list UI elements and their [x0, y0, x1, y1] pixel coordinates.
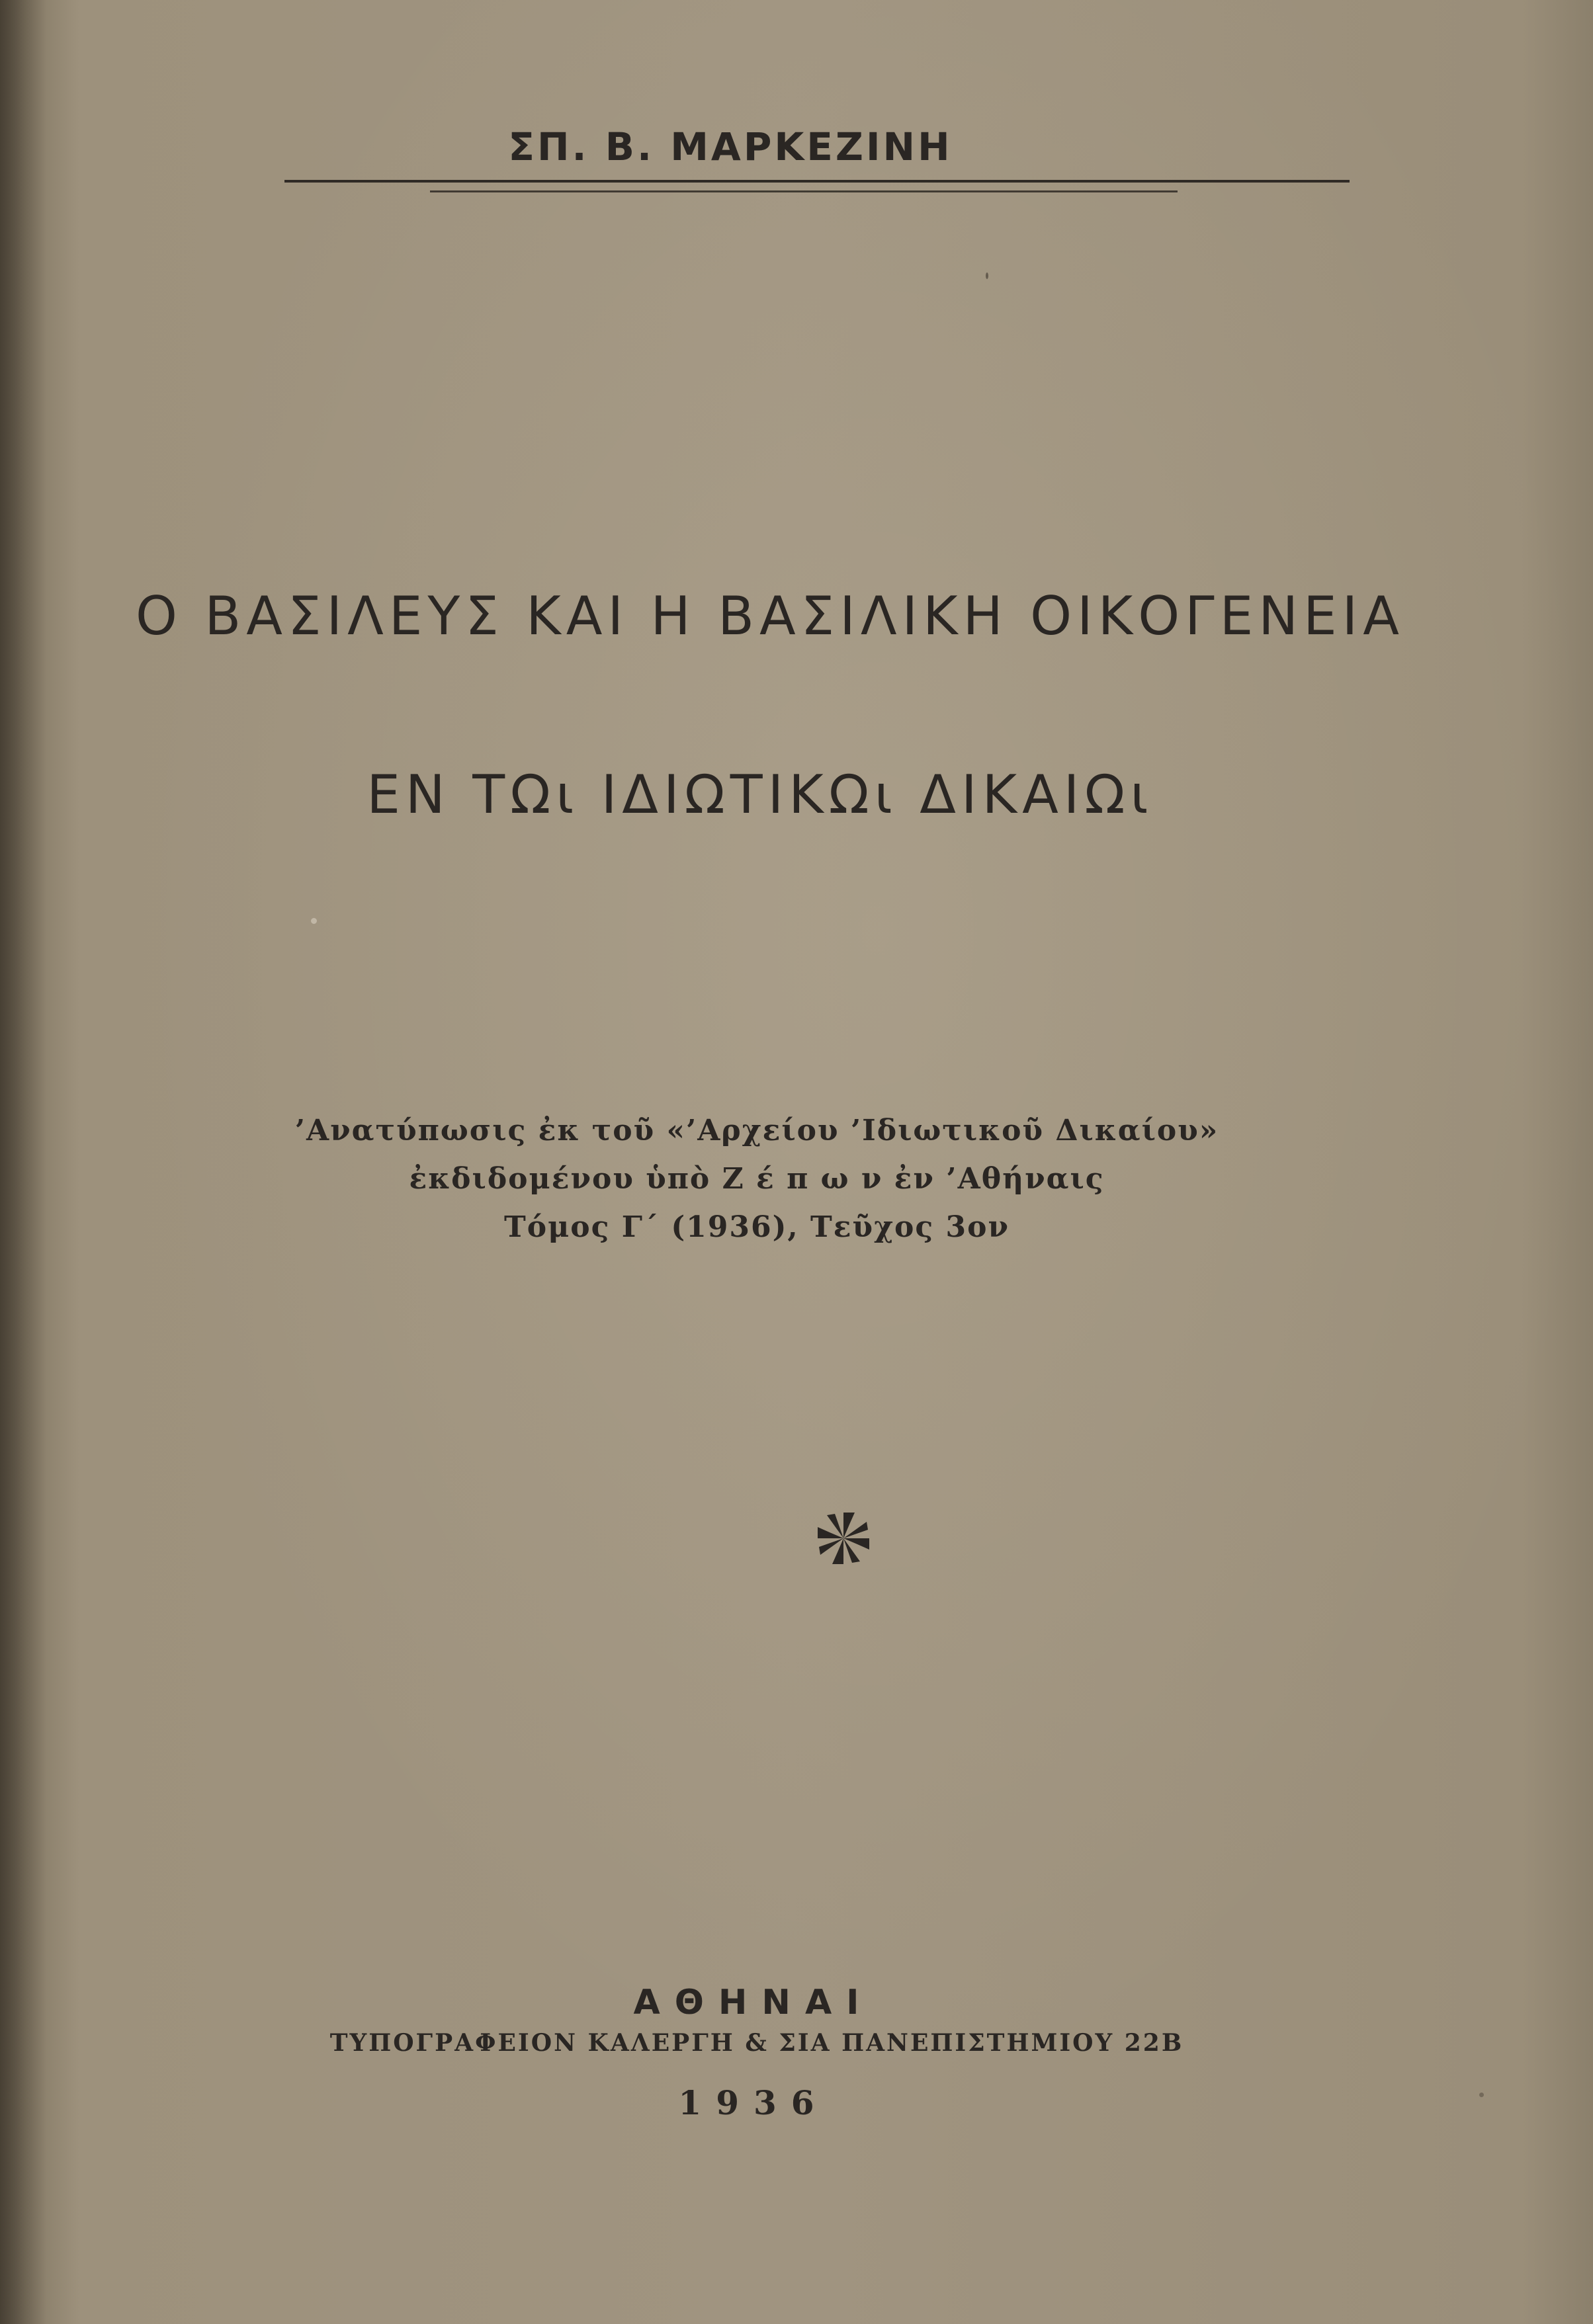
paper-speck — [311, 918, 317, 924]
paper-speck — [986, 272, 988, 279]
pinwheel-ornament-icon — [815, 1510, 872, 1567]
author-rule-top — [284, 180, 1350, 183]
author-name: ΣΠ. Β. ΜΑΡΚΕΖΙΝΗ — [508, 124, 953, 169]
imprint-printer: ΤΥΠΟΓΡΑΦΕΙΟΝ ΚΑΛΕΡΓΗ & ΣΙΑ ΠΑΝΕΠΙΣΤΗΜΙΟΥ 22Β — [329, 2029, 1184, 2057]
imprint-year: 1936 — [678, 2083, 829, 2122]
reprint-note-line-3: Τόμος Γ΄ (1936), Τεῦχος 3ον — [504, 1210, 1010, 1244]
author-rule-bottom — [430, 190, 1178, 192]
reprint-note-line-1: ’Ανατύπωσις ἐκ τοῦ «’Αρχείου ’Ιδιωτικοῦ Δικαίου» — [294, 1114, 1219, 1147]
title-line-1: Ο ΒΑΣΙΛΕΥΣ ΚΑΙ Η ΒΑΣΙΛΙΚΗ ΟΙΚΟΓΕΝΕΙΑ — [136, 585, 1404, 647]
title-line-2: ΕΝ ΤΩι ΙΔΙΩΤΙΚΩι ΔΙΚΑΙΩι — [366, 764, 1154, 825]
imprint-place: ΑΘΗΝΑΙ — [633, 1983, 874, 2022]
reprint-note-line-2: ἐκδιδομένου ὑπὸ Ζ έ π ω ν ἐν ’Αθήναις — [409, 1162, 1105, 1196]
